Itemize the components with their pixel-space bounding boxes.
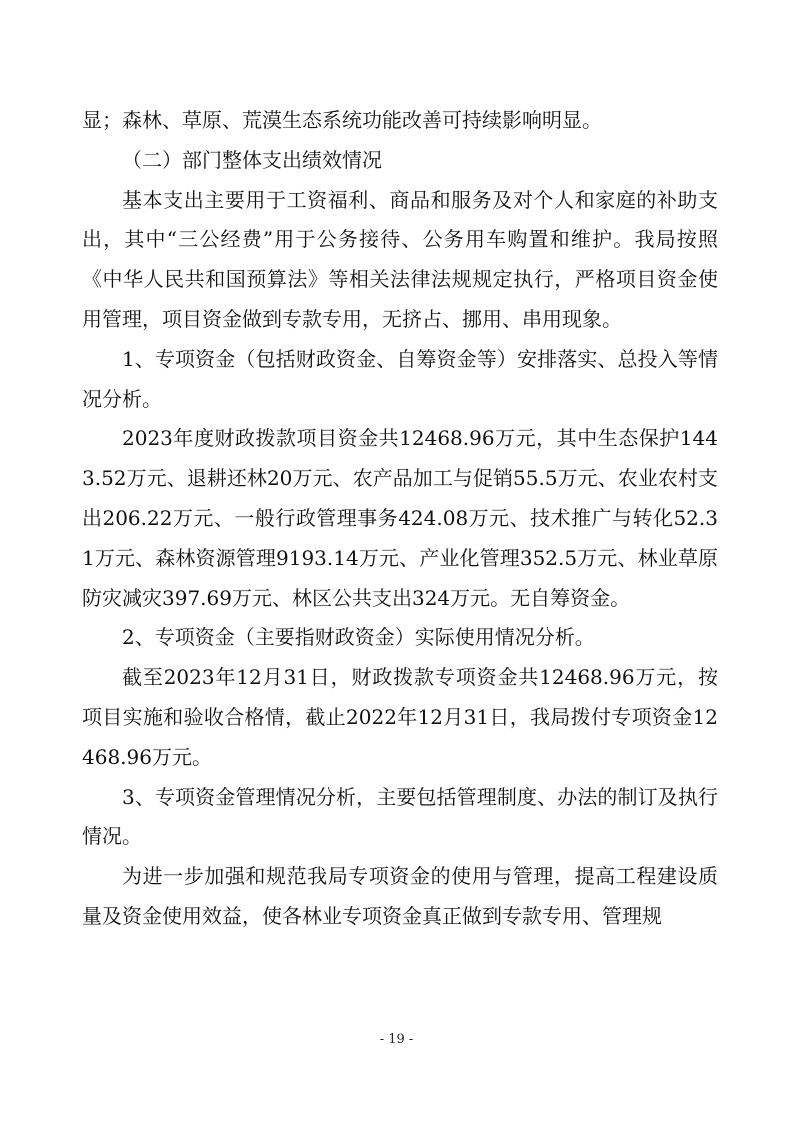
item-heading-1: 1、专项资金（包括财政资金、自筹资金等）安排落实、总投入等情况分析。 bbox=[82, 346, 718, 411]
paragraph-funding-breakdown: 2023年度财政拨款项目资金共12468.96万元，其中生态保护1443.52万元、退耕还林20万元、农产品加工与促销55.5万元、农业农村支出206.22万元、一般行政管理事务424.08万元、技术推广与转化52.31万元、森林资源管理9193.14万元、产业化管理352.5万元、林业草原防灾减灾397.69万元、林区公共支出324万元。无自筹资金。 bbox=[82, 426, 718, 610]
paragraph-basic-expenditure: 基本支出主要用于工资福利、商品和服务及对个人和家庭的补助支出，其中“三公经费”用于公务接待、公务用车购置和维护。我局按照《中华人民共和国预算法》等相关法律法规规定执行，严格项目资金使用管理，项目资金做到专款专用，无挤占、挪用、串用现象。 bbox=[82, 187, 718, 331]
item-heading-2: 2、专项资金（主要指财政资金）实际使用情况分析。 bbox=[122, 625, 595, 650]
paragraph-continuation: 显；森林、草原、荒漠生态系统功能改善可持续影响明显。 bbox=[82, 108, 602, 132]
page-number: - 19 - bbox=[379, 1032, 414, 1047]
paragraph-actual-usage: 截至2023年12月31日，财政拨款专项资金共12468.96万元，按项目实施和验收合格情，截止2022年12月31日，我局拨付专项资金12468.96万元。 bbox=[82, 665, 718, 769]
item-heading-3: 3、专项资金管理情况分析，主要包括管理制度、办法的制订及执行情况。 bbox=[82, 784, 718, 849]
paragraph-management: 为进一步加强和规范我局专项资金的使用与管理，提高工程建设质量及资金使用效益，使各林业专项资金真正做到专款专用、管理规 bbox=[82, 864, 718, 928]
section-heading: （二）部门整体支出绩效情况 bbox=[122, 147, 382, 172]
body-text bbox=[82, 101, 718, 937]
